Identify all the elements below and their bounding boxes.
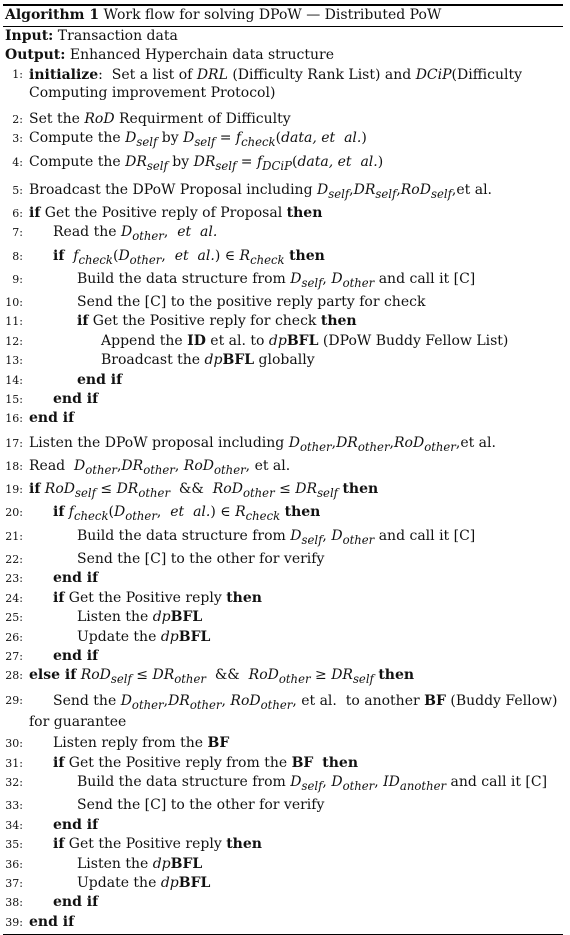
line-text: Listen reply from the BF [53, 735, 230, 752]
line-number: 4: [12, 155, 23, 169]
line-number: 5: [12, 183, 23, 197]
algorithm-line [3, 874, 563, 893]
algorithm-lines [3, 64, 563, 932]
input-text: Transaction data [57, 28, 178, 44]
line-text: Listen the DPoW proposal including $D_{other},DR_{other},RoD_{other},et$ al. [29, 434, 496, 454]
algorithm-line [3, 312, 563, 331]
line-number: 12: [5, 334, 23, 348]
line-number: 28: [5, 669, 23, 683]
algorithm-line [3, 110, 563, 129]
algorithm-line [3, 223, 563, 246]
algorithm-line [3, 690, 563, 735]
algorithm-line [3, 550, 563, 569]
algorithm-line [3, 796, 563, 815]
line-text: Send the [C] to the other for verify [77, 797, 325, 814]
output-label: Output: [5, 46, 66, 63]
algorithm-line [3, 628, 563, 647]
line-text: Build the data structure from $D_{self}$, $D_{other}$, $ID_{another}$ and call it [C] [77, 774, 548, 793]
line-number: 14: [5, 373, 23, 387]
line-number: 30: [5, 737, 23, 751]
algorithm-line [3, 371, 563, 390]
algorithm-line [3, 816, 563, 835]
line-text: if Get the Positive reply then [53, 589, 262, 606]
algorithm-line [3, 893, 563, 912]
line-number: 36: [5, 857, 23, 871]
line-text: end if [53, 816, 99, 833]
line-text: end if [29, 913, 75, 930]
line-text: Listen the dpBFL [77, 609, 203, 626]
algorithm-line [3, 666, 563, 689]
algorithm-line [3, 153, 563, 176]
line-number: 37: [5, 876, 23, 890]
algorithm-line [3, 480, 563, 503]
algorithm-line [3, 569, 563, 588]
line-text: Send the [C] to the other for verify [77, 550, 325, 567]
algorithm-line [3, 913, 563, 932]
line-number: 6: [12, 207, 23, 221]
algorithm-line [3, 293, 563, 312]
algorithm-line [3, 129, 563, 152]
line-number: 35: [5, 838, 23, 852]
algorithm-caption [3, 6, 563, 26]
line-text: if Get the Positive reply then [53, 836, 262, 853]
line-text: Compute the $D_{self}$ by $D_{self}$ = $f_{check}(data$, et al.) [29, 130, 367, 150]
algorithm-line [3, 835, 563, 854]
algorithm-line [3, 647, 563, 666]
line-text: end if [53, 570, 99, 587]
line-number: 7: [12, 226, 23, 240]
output-line [3, 46, 563, 65]
line-text: if $f_{check}(D_{other}$, et al.) ∈ $R_{check}$ then [53, 504, 321, 524]
line-number: 18: [5, 460, 23, 474]
line-text: if $RoD_{self} \le DR_{other}$ && $RoD_{other} \le DR_{self}$ then [29, 481, 379, 501]
algorithm-line [3, 390, 563, 409]
line-text: end if [29, 410, 75, 427]
algorithm-line [3, 181, 563, 204]
line-number: 3: [12, 132, 23, 146]
algorithm-line [3, 608, 563, 627]
algorithm-line [3, 503, 563, 526]
algorithm-line [3, 754, 563, 773]
line-text: Set the RoD Requirment of Difficulty [29, 111, 291, 127]
line-number: 20: [5, 506, 23, 520]
line-number: 13: [5, 354, 23, 368]
line-text: if Get the Positive reply for check then [77, 313, 357, 330]
algorithm-line [3, 734, 563, 753]
line-text: end if [53, 647, 99, 664]
line-number: 39: [5, 915, 23, 929]
line-text: initialize: Set a list of DRL (Difficulty Rank List) and DCiP(Difficulty Computing improvement Protocol) [29, 67, 522, 101]
line-text: Build the data structure from $D_{self}$, $D_{other}$ and call it [C] [77, 270, 476, 290]
algorithm-line [3, 773, 563, 796]
algorithm-line [3, 332, 563, 351]
line-text: else if $RoD_{self} \le DR_{other}$ && $RoD_{other} \ge DR_{self}$ then [29, 667, 415, 687]
line-number: 24: [5, 591, 23, 605]
line-number: 9: [12, 272, 23, 286]
line-text: Read $D_{other},DR_{other}$, RoD$_{other}$, et al. [29, 458, 291, 477]
line-number: 16: [5, 412, 23, 426]
line-number: 22: [5, 552, 23, 566]
line-text: Build the data structure from $D_{self}$, $D_{other}$ and call it [C] [77, 527, 476, 547]
line-number: 32: [5, 776, 23, 790]
algorithm-line [3, 589, 563, 608]
line-number: 27: [5, 649, 23, 663]
input-label: Input: [5, 28, 54, 44]
line-number: 21: [5, 529, 23, 543]
line-number: 25: [5, 611, 23, 625]
line-number: 17: [5, 436, 23, 450]
input-line [3, 27, 563, 46]
output-text: Enhanced Hyperchain data structure [69, 46, 334, 63]
line-text: Listen the dpBFL [77, 855, 203, 872]
line-text: Broadcast the DPoW Proposal including $D_{self},DR_{self},RoD_{self},et$ al. [29, 181, 492, 201]
line-text: Append the ID et al. to dpBFL (DPoW Buddy Fellow List) [101, 332, 509, 349]
line-text: Update the dpBFL [77, 628, 211, 645]
line-text: end if [77, 371, 123, 388]
line-number: 26: [5, 630, 23, 644]
algorithm-line [3, 457, 563, 480]
line-number: 1: [12, 68, 23, 81]
algorithm-line [3, 434, 563, 457]
line-number: 19: [5, 483, 23, 497]
line-text: end if [53, 391, 99, 408]
line-text: Send the [C] to the positive reply party for check [77, 294, 426, 311]
algorithm-line [3, 270, 563, 293]
line-number: 38: [5, 896, 23, 910]
line-number: 31: [5, 756, 23, 770]
line-number: 8: [12, 249, 23, 263]
caption-label: Algorithm 1 [5, 7, 100, 23]
line-number: 34: [5, 818, 23, 832]
line-text: Read the $D_{other}$, et al. [53, 224, 218, 244]
line-text: Compute the $DR_{self}$ by $DR_{self}$ = $f_{DCiP}(data$, et al.) [29, 153, 384, 173]
line-text: Broadcast the dpBFL globally [101, 352, 315, 369]
line-number: 11: [5, 315, 23, 329]
line-number: 23: [5, 572, 23, 586]
line-number: 10: [5, 296, 23, 310]
algorithm-block [3, 0, 563, 935]
line-number: 29: [5, 693, 23, 707]
algorithm-line [3, 204, 563, 223]
line-number: 33: [5, 799, 23, 813]
line-text: Send the $D_{other},DR_{other}$, RoD$_{other}$, et al. to another BF (Buddy Fellow) for guarantee [29, 692, 558, 731]
caption-title: Work flow for solving DPoW — Distributed PoW [103, 7, 442, 23]
line-text: end if [53, 894, 99, 911]
algorithm-line [3, 247, 563, 270]
line-text: if $f_{check}(D_{other}$, et al.) ∈ $R_{check}$ then [53, 247, 325, 267]
algorithm-line [3, 527, 563, 550]
algorithm-line [3, 855, 563, 874]
algorithm-line [3, 351, 563, 370]
line-text: if Get the Positive reply of Proposal then [29, 205, 323, 222]
line-text: if Get the Positive reply from the BF then [53, 754, 359, 771]
algorithm-line [3, 64, 563, 105]
line-number: 2: [12, 113, 23, 126]
algorithm-line [3, 409, 563, 428]
line-number: 15: [5, 393, 23, 407]
line-text: Update the dpBFL [77, 874, 211, 891]
